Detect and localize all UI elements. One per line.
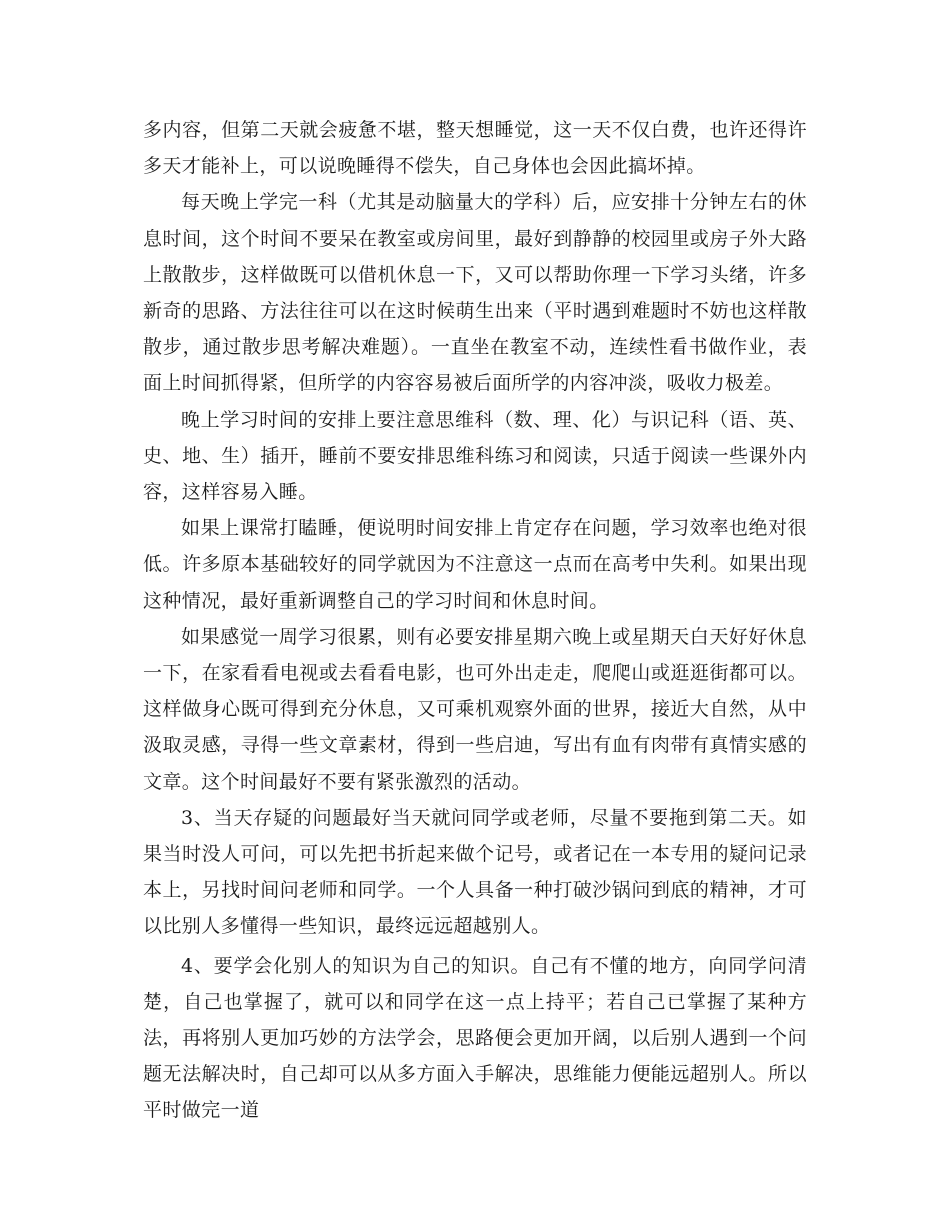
paragraph-2: 每天晚上学完一科（尤其是动脑量大的学科）后，应安排十分钟左右的休息时间，这个时间不要呆在教室或房间里，最好到静静的校园里或房子外大路上散散步，这样做既可以借机休息一下，又可以帮助你理一下学习头绪，许多新奇的思路、方法往往可以在这时候萌生出来（平时遇到难题时不妨也这样散散步，通过散步思考解决难题）。一直坐在教室不动，连续性看书做作业，表面上时间抓得紧，但所学的内容容易被后面所学的内容冲淡，吸收力极差。 [143, 191, 807, 395]
document-body [143, 112, 807, 1129]
paragraph-7: 4、要学会化别人的知识为自己的知识。自己有不懂的地方，向同学问清楚，自己也掌握了，就可以和同学在这一点上持平；若自己已掌握了某种方法，再将别人更加巧妙的方法学会，思路便会更加开阔，以后别人遇到一个问题无法解决时，自己却可以从多方面入手解决，思维能力便能远超别人。所以平时做完一道 [143, 954, 807, 1122]
paragraph-1: 多内容，但第二天就会疲惫不堪，整天想睡觉，这一天不仅白费，也许还得许多天才能补上，可以说晚睡得不偿失，自己身体也会因此搞坏掉。 [143, 119, 807, 178]
paragraph-6: 3、当天存疑的问题最好当天就问同学或老师，尽量不要拖到第二天。如果当时没人可问，可以先把书折起来做个记号，或者记在一本专用的疑问记录本上，另找时间问老师和同学。一个人具备一种打破沙锅问到底的精神，才可以比别人多懂得一些知识，最终远远超越别人。 [143, 806, 807, 938]
paragraph-3: 晚上学习时间的安排上要注意思维科（数、理、化）与识记科（语、英、史、地、生）插开，睡前不要安排思维科练习和阅读，只适于阅读一些课外内容，这样容易入睡。 [143, 408, 807, 504]
paragraph-4: 如果上课常打瞌睡，便说明时间安排上肯定存在问题，学习效率也绝对很低。许多原本基础较好的同学就因为不注意这一点而在高考中失利。如果出现这种情况，最好重新调整自己的学习时间和休息时间。 [143, 517, 807, 612]
paragraph-5: 如果感觉一周学习很累，则有必要安排星期六晚上或星期天白天好好休息一下，在家看看电视或去看看电影，也可外出走走，爬爬山或逛逛街都可以。这样做身心既可得到充分休息，又可乘机观察外面的世界，接近大自然，从中汲取灵感，寻得一些文章素材，得到一些启迪，写出有血有肉带有真情实感的文章。这个时间最好不要有紧张激烈的活动。 [143, 625, 807, 793]
